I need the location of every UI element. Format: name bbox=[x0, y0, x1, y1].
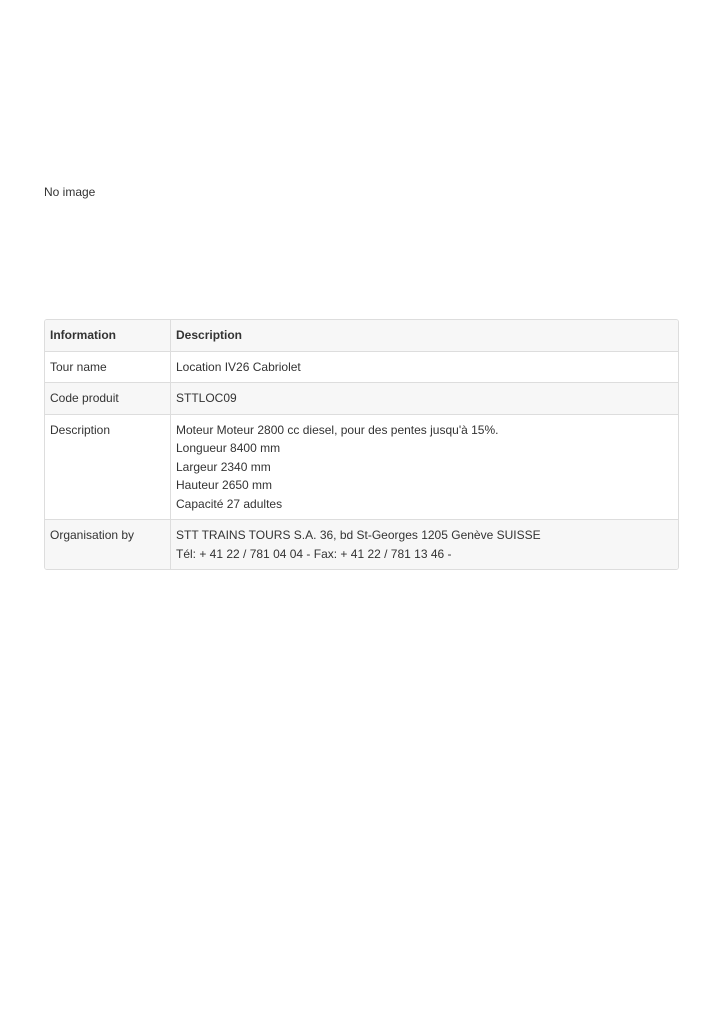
value-line: Location IV26 Cabriolet bbox=[176, 359, 301, 374]
row-value bbox=[171, 382, 678, 414]
value-line: Hauteur 2650 mm bbox=[176, 478, 273, 492]
row-label: Code produit bbox=[45, 382, 171, 414]
row-value bbox=[171, 351, 678, 383]
product-info-table bbox=[44, 319, 679, 570]
no-image-placeholder: No image bbox=[44, 185, 96, 199]
table-row-organisation bbox=[45, 519, 678, 569]
row-label: Description bbox=[45, 414, 171, 520]
row-label: Tour name bbox=[45, 351, 171, 383]
value-line: Moteur Moteur 2800 cc diesel, pour des pentes jusqu'à 15%. bbox=[176, 422, 499, 437]
value-line: STT TRAINS TOURS S.A. 36, bd St-Georges 1205 Genève SUISSE bbox=[176, 528, 541, 542]
column-header-description: Description bbox=[171, 320, 678, 351]
table-row-code-produit bbox=[45, 382, 678, 414]
value-line: STTLOC09 bbox=[176, 391, 237, 405]
row-label: Organisation by bbox=[45, 519, 171, 569]
value-line: Largeur 2340 mm bbox=[176, 459, 271, 474]
table-row-tour-name bbox=[45, 351, 678, 383]
table-header-row bbox=[45, 320, 678, 351]
value-line: Capacité 27 adultes bbox=[176, 496, 283, 511]
value-line: Tél: + 41 22 / 781 04 04 - Fax: + 41 22 / 781 13 46 - bbox=[176, 546, 452, 561]
column-header-information: Information bbox=[45, 320, 171, 351]
row-value bbox=[171, 414, 678, 520]
row-value bbox=[171, 519, 678, 569]
table-row-description bbox=[45, 414, 678, 520]
value-line: Longueur 8400 mm bbox=[176, 441, 281, 455]
